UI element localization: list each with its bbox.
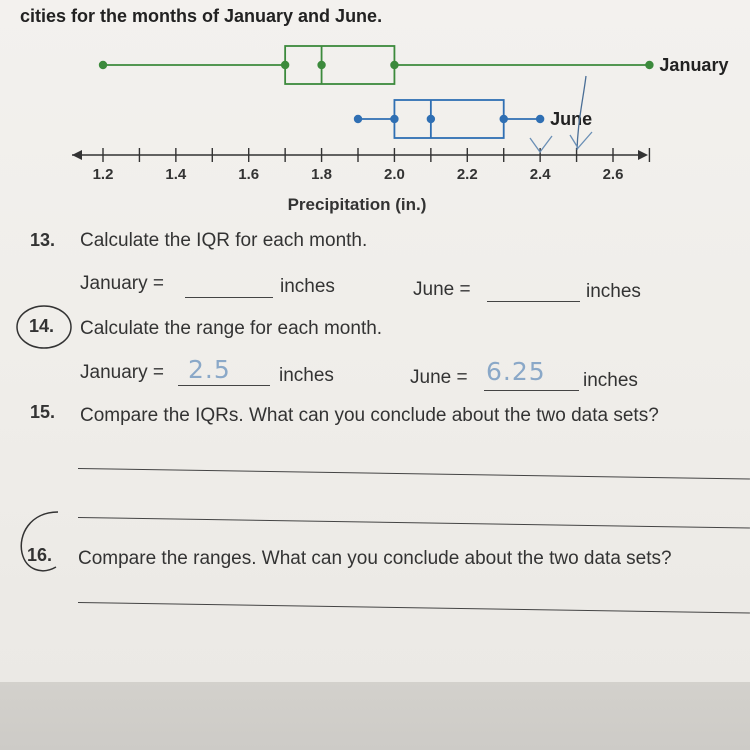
- x-tick-label: 2.6: [602, 166, 624, 183]
- x-tick-label: 2.2: [456, 166, 478, 183]
- january-series-label: January: [659, 55, 729, 75]
- question-14-text: Calculate the range for each month.: [80, 318, 383, 339]
- x-axis-left-arrow: [72, 150, 82, 160]
- january-q3-point: [390, 61, 398, 69]
- question-15-text: Compare the IQRs. What can you conclude about the two data sets?: [80, 405, 659, 426]
- question-14-number: 14.: [29, 316, 55, 336]
- desk-surface: [0, 682, 750, 750]
- june-q3-point: [500, 115, 508, 123]
- june-max-point: [536, 115, 544, 123]
- question-16-text: Compare the ranges. What can you conclude about the two data sets?: [78, 548, 672, 569]
- june-box: [394, 100, 503, 138]
- q13-june-blank[interactable]: [487, 301, 580, 302]
- q13-january-blank[interactable]: [185, 297, 273, 298]
- x-axis-label: Precipitation (in.): [287, 195, 427, 214]
- q14-june-answer: 6.25: [486, 357, 546, 386]
- january-max-point: [645, 61, 653, 69]
- q14-june-unit: inches: [583, 370, 638, 391]
- x-tick-label: 2.4: [529, 166, 551, 183]
- q13-june-label: June =: [413, 279, 471, 300]
- q14-june-label: June =: [410, 367, 468, 388]
- june-series-label: June: [550, 109, 593, 129]
- q14-january-label: January =: [80, 362, 164, 383]
- june-median-point: [427, 115, 435, 123]
- q13-january-label: January =: [80, 273, 164, 294]
- x-tick-label: 1.8: [311, 166, 333, 183]
- x-tick-label: 1.2: [92, 166, 114, 183]
- june-q1-point: [390, 115, 398, 123]
- question-15-number: 15.: [30, 402, 56, 422]
- q13-june-unit: inches: [586, 281, 641, 302]
- q14-january-answer: 2.5: [188, 355, 231, 384]
- q14-january-unit: inches: [279, 365, 334, 386]
- january-box: [285, 46, 394, 84]
- x-axis-right-arrow: [638, 150, 648, 160]
- question-16-number: 16.: [27, 545, 53, 565]
- box-plot-chart: [0, 0, 750, 230]
- pen-check-mark: [570, 132, 592, 148]
- x-tick-label: 1.6: [238, 166, 260, 183]
- q13-january-unit: inches: [280, 276, 335, 297]
- page-title: cities for the months of January and June.: [20, 6, 383, 26]
- q14-june-blank[interactable]: [484, 390, 579, 391]
- x-tick-label: 1.4: [165, 166, 187, 183]
- june-min-point: [354, 115, 362, 123]
- x-tick-label: 2.0: [383, 166, 405, 183]
- q14-january-blank[interactable]: [178, 385, 270, 386]
- question-13-text: Calculate the IQR for each month.: [80, 230, 368, 251]
- january-q1-point: [281, 61, 289, 69]
- question-13-number: 13.: [30, 230, 56, 250]
- january-median-point: [317, 61, 325, 69]
- pen-check-mark: [530, 136, 552, 152]
- january-min-point: [99, 61, 107, 69]
